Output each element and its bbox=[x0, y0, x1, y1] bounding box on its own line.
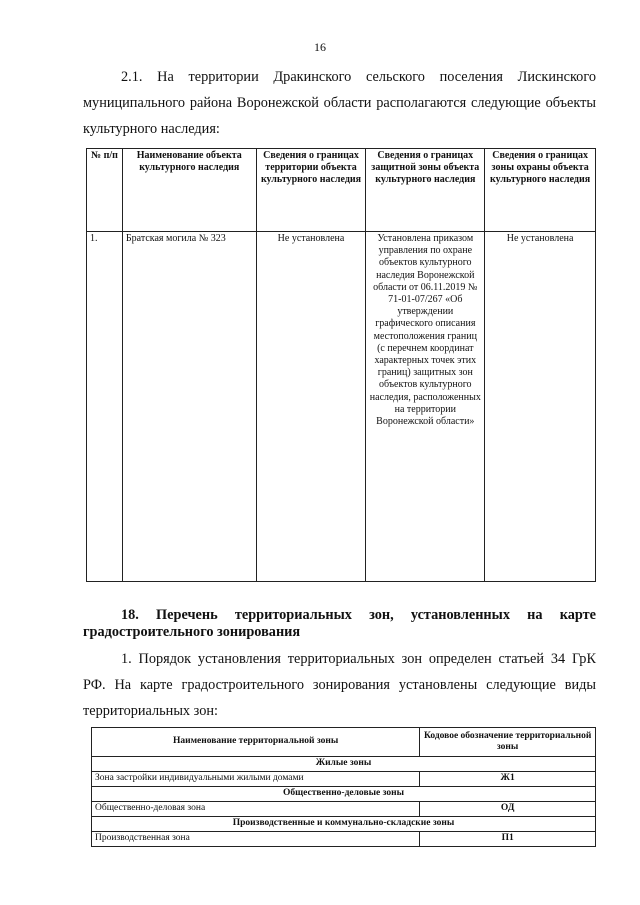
zones-table bbox=[91, 727, 596, 847]
heritage-table-header bbox=[87, 149, 596, 232]
zone-group-title: Жилые зоны bbox=[92, 757, 596, 772]
zone-name: Общественно-деловая зона bbox=[92, 802, 420, 817]
col-header-protective-zone: Сведения о границах защитной зоны объекта культурного наследия bbox=[366, 149, 485, 232]
zone-group-title: Производственные и коммунально-складские зоны bbox=[92, 817, 596, 832]
col-header-security-zone: Сведения о границах зоны охраны объекта культурного наследия bbox=[485, 149, 596, 232]
col-header-number: № п/п bbox=[87, 149, 123, 232]
table-row bbox=[92, 832, 596, 847]
table-row bbox=[92, 802, 596, 817]
cell-security-zone: Не установлена bbox=[485, 232, 596, 582]
section-heading: 18. Перечень территориальных зон, установленных на карте градостроительного зонирования bbox=[83, 607, 596, 640]
table-row bbox=[92, 772, 596, 787]
zone-code: ОД bbox=[420, 802, 596, 817]
col-header-object-name: Наименование объекта культурного наследия bbox=[122, 149, 256, 232]
cell-territory: Не установлена bbox=[256, 232, 366, 582]
zone-group-row bbox=[92, 817, 596, 832]
zone-name: Зона застройки индивидуальными жилыми домами bbox=[92, 772, 420, 787]
col-header-territory: Сведения о границах территории объекта культурного наследия bbox=[256, 149, 366, 232]
zone-group-row bbox=[92, 787, 596, 802]
page-number: 16 bbox=[314, 40, 326, 54]
zones-paragraph: 1. Порядок установления территориальных зон определен статьей 34 ГрК РФ. На карте градостроительного зонирования установлены следующие виды территориальных зон: bbox=[83, 651, 596, 719]
cell-number: 1. bbox=[87, 232, 123, 582]
cell-protective-zone: Установлена приказом управления по охране объектов культурного наследия Воронежской области от 06.11.2019 № 71-01-07/267 «Об утверждении графического описания местоположения границ (с перечнем координат характерных точек этих границ) защитных зон объектов культурного наследия, расположенных на территории Воронежской области» bbox=[366, 232, 485, 582]
zones-table-header bbox=[92, 728, 596, 757]
zone-group-title: Общественно-деловые зоны bbox=[92, 787, 596, 802]
table-row bbox=[87, 232, 596, 582]
zone-name: Производственная зона bbox=[92, 832, 420, 847]
zone-code: Ж1 bbox=[420, 772, 596, 787]
col-header-zone-name: Наименование территориальной зоны bbox=[92, 728, 420, 757]
cell-object-name: Братская могила № 323 bbox=[122, 232, 256, 582]
zone-code: П1 bbox=[420, 832, 596, 847]
heritage-table bbox=[86, 148, 596, 582]
intro-paragraph: 2.1. На территории Дракинского сельского поселения Лискинского муниципального района Воронежской области располагаются следующие объекты культурного наследия: bbox=[83, 69, 596, 137]
col-header-zone-code: Кодовое обозначение территориальной зоны bbox=[420, 728, 596, 757]
zone-group-row bbox=[92, 757, 596, 772]
